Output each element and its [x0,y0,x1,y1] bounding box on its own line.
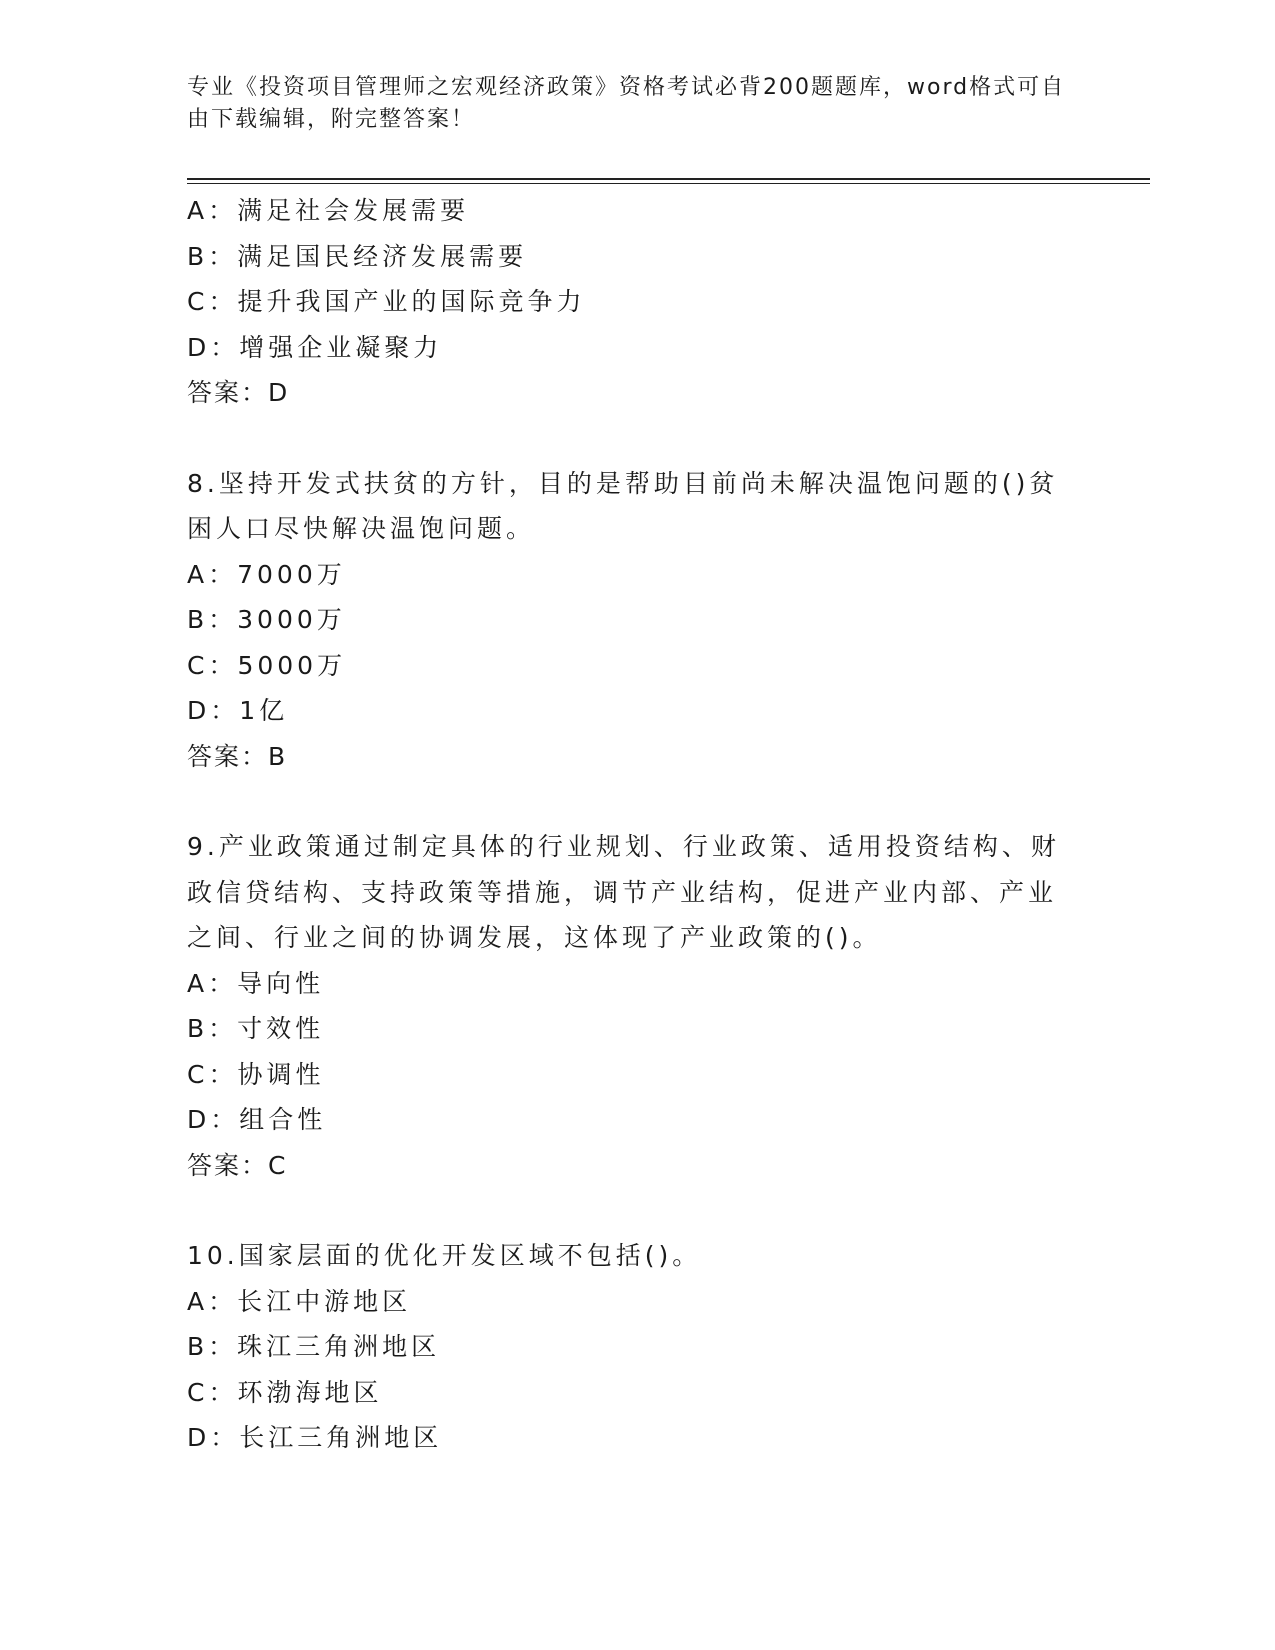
option-c: C：协调性 [187,1059,325,1089]
header-rule-thick [187,178,1150,180]
spacer [187,416,1067,461]
header-rule-thin [187,183,1150,184]
question-8 [187,461,1067,780]
option-d: D：组合性 [187,1105,327,1134]
option-d: D：长江三角洲地区 [187,1423,443,1452]
option-c: C：5000万 [187,650,347,680]
answer-line: 答案：D [187,378,290,407]
question-stem: 10.国家层面的优化开发区域不包括()。 [187,1241,702,1270]
option-a: A：满足社会发展需要 [187,196,470,225]
question-stem: 8.坚持开发式扶贫的方针，目的是帮助目前尚未解决温饱问题的()贫困人口尽快解决温饱问题。 [187,468,1059,543]
option-b: B：寸效性 [187,1014,325,1043]
question-7-continued [187,188,1067,416]
option-d: D：1亿 [187,696,289,725]
document-header [187,72,1067,136]
option-b: B：满足国民经济发展需要 [187,241,528,271]
option-a: A：长江中游地区 [187,1286,412,1316]
option-d: D：增强企业凝聚力 [187,332,443,362]
spacer [187,1188,1067,1233]
option-c: C：环渤海地区 [187,1377,383,1407]
option-a: A：7000万 [187,559,346,589]
question-10 [187,1233,1067,1461]
option-c: C：提升我国产业的国际竞争力 [187,287,586,316]
option-a: A：导向性 [187,968,325,998]
answer-line: 答案：C [187,1150,288,1180]
spacer [187,779,1067,824]
question-list [187,188,1067,1461]
header-title: 专业《投资项目管理师之宏观经济政策》资格考试必背200题题库，word格式可自由下载编辑，附完整答案！ [187,75,1066,132]
option-b: B：3000万 [187,605,346,634]
answer-line: 答案：B [187,741,288,771]
question-9 [187,824,1067,1188]
option-b: B：珠江三角洲地区 [187,1332,441,1361]
question-stem: 9.产业政策通过制定具体的行业规划、行业政策、适用投资结构、财政信贷结构、支持政策等措施，调节产业结构，促进产业内部、产业之间、行业之间的协调发展，这体现了产业政策的()。 [187,832,1060,952]
